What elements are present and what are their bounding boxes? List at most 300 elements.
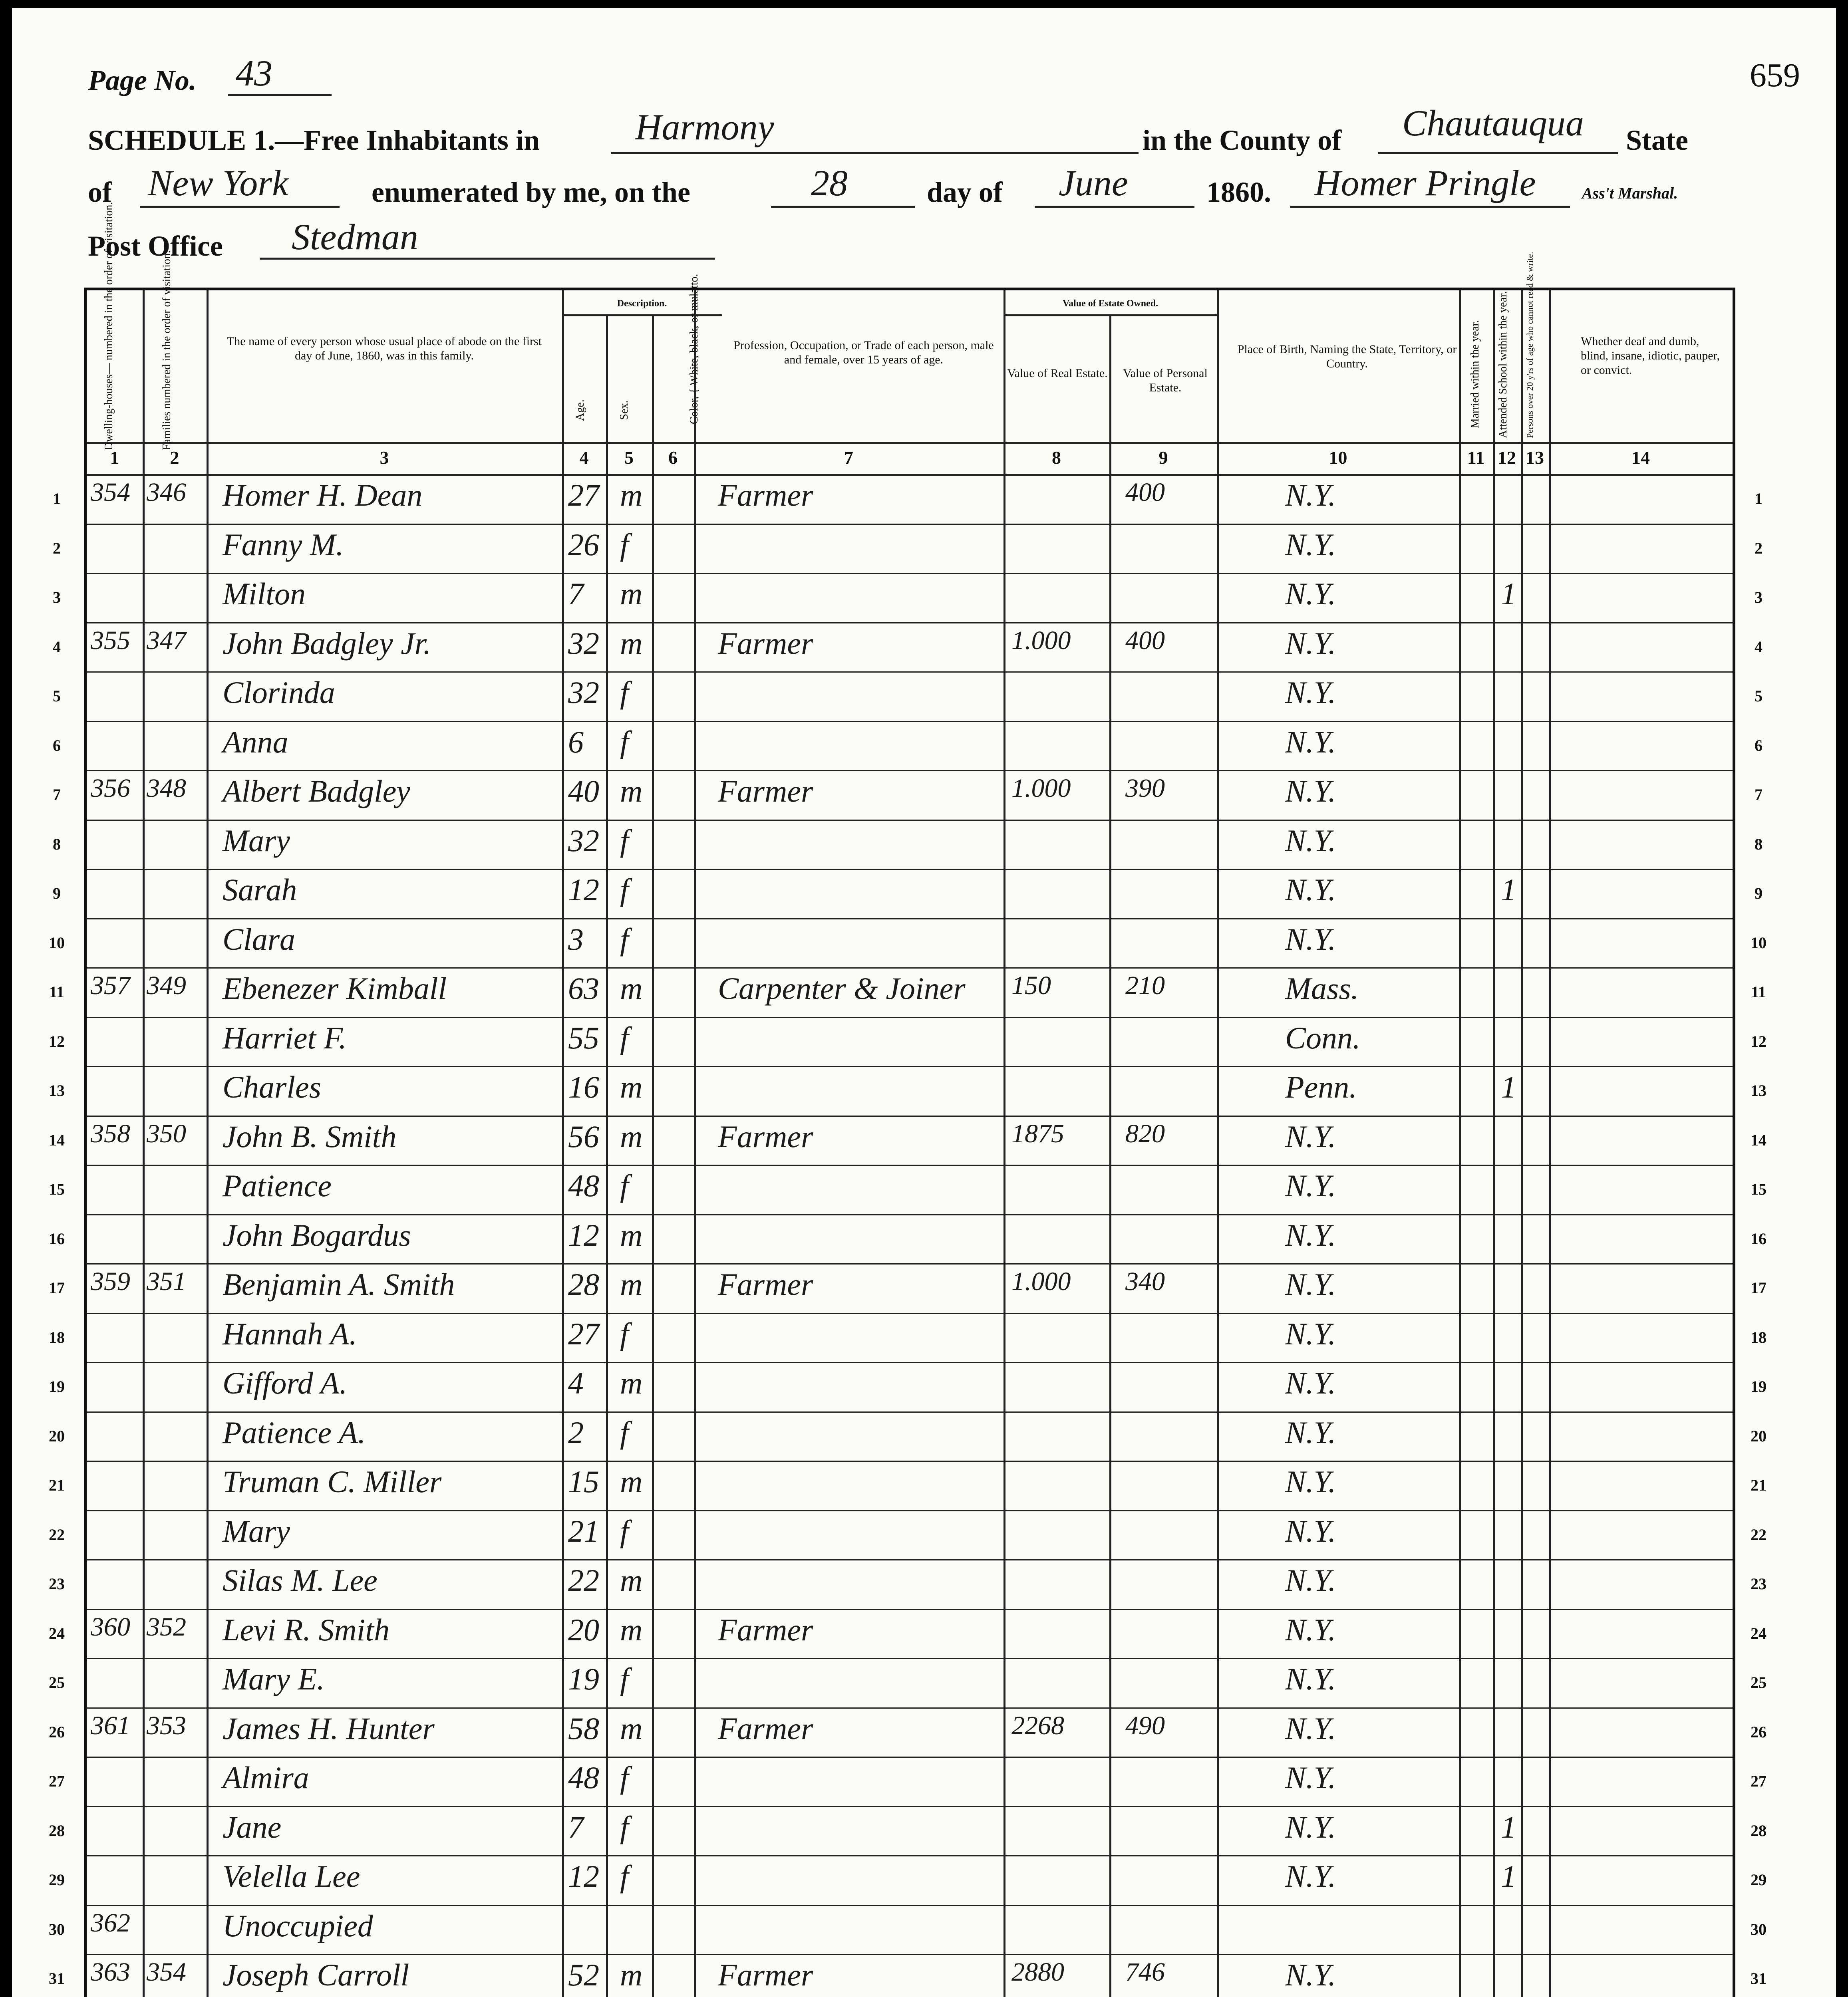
column-rule xyxy=(143,290,145,1997)
place-of-birth: N.Y. xyxy=(1285,724,1336,759)
state-label: State xyxy=(1626,124,1688,156)
row-number-left: 19 xyxy=(49,1378,65,1396)
census-page xyxy=(12,8,1836,1997)
place-of-birth: N.Y. xyxy=(1285,1563,1336,1598)
col-6-header: Color, { White, black, or mulatto. xyxy=(688,274,700,424)
row-number-left: 27 xyxy=(49,1772,65,1790)
row-number-left: 14 xyxy=(49,1131,65,1149)
age: 20 xyxy=(568,1612,599,1647)
person-name: Benjamin A. Smith xyxy=(223,1267,455,1302)
attended-school: 1 xyxy=(1501,872,1516,907)
day-line xyxy=(771,206,915,208)
col-7-header: Profession, Occupation, or Trade of each person, male and female, over 15 years of age. xyxy=(733,339,994,366)
row-number-right: 22 xyxy=(1751,1525,1767,1544)
person-name: Mary xyxy=(223,823,290,858)
row-rule xyxy=(87,770,1733,771)
sex: m xyxy=(620,1119,643,1154)
place-of-birth: N.Y. xyxy=(1285,1859,1336,1894)
age: 3 xyxy=(568,921,584,957)
personal-estate-value: 400 xyxy=(1125,478,1165,507)
family-number: 348 xyxy=(147,774,186,803)
place-of-birth: Conn. xyxy=(1285,1020,1361,1055)
row-rule xyxy=(87,1609,1733,1610)
row-rule xyxy=(87,1214,1733,1215)
row-rule xyxy=(87,1066,1733,1067)
place-of-birth: N.Y. xyxy=(1285,872,1336,907)
age: 63 xyxy=(568,971,599,1006)
description-header: Description. xyxy=(617,298,667,309)
column-rule xyxy=(606,314,608,1997)
person-name: Mary E. xyxy=(223,1662,325,1696)
row-number-right: 8 xyxy=(1755,835,1763,853)
row-number-left: 7 xyxy=(53,786,61,804)
column-number: 4 xyxy=(579,447,589,468)
age: 32 xyxy=(568,823,599,858)
row-rule xyxy=(87,721,1733,722)
place-of-birth: N.Y. xyxy=(1285,675,1336,710)
age: 32 xyxy=(568,675,599,710)
person-name: Harriet F. xyxy=(223,1020,347,1055)
age: 4 xyxy=(568,1366,584,1400)
row-number-left: 1 xyxy=(53,490,61,508)
sex: f xyxy=(620,724,629,759)
row-number-left: 10 xyxy=(49,933,65,952)
sex: m xyxy=(620,1563,643,1598)
row-number-right: 18 xyxy=(1751,1328,1767,1346)
dwelling-number: 363 xyxy=(91,1957,130,1987)
row-number-left: 28 xyxy=(49,1821,65,1840)
age: 55 xyxy=(568,1020,599,1055)
row-rule xyxy=(87,869,1733,870)
month-value: June xyxy=(1059,163,1128,203)
col-1-header: Dwelling-houses— numbered in the order of visitation. xyxy=(103,202,115,450)
row-number-right: 2 xyxy=(1755,539,1763,557)
page-label: Page No. xyxy=(88,64,197,96)
real-estate-value: 2268 xyxy=(1011,1711,1064,1740)
row-number-left: 17 xyxy=(49,1279,65,1297)
person-name: Velella Lee xyxy=(223,1859,360,1894)
dwelling-number: 359 xyxy=(91,1267,130,1296)
age: 7 xyxy=(568,576,584,611)
person-name: Gifford A. xyxy=(223,1366,348,1400)
age: 21 xyxy=(568,1513,599,1548)
person-name: Patience xyxy=(223,1168,332,1203)
real-estate-value: 1875 xyxy=(1011,1119,1064,1148)
place-of-birth: N.Y. xyxy=(1285,527,1336,562)
day-value: 28 xyxy=(811,163,848,203)
row-number-left: 15 xyxy=(49,1180,65,1198)
dwelling-number: 357 xyxy=(91,971,130,1000)
column-number: 2 xyxy=(170,447,179,468)
row-rule xyxy=(87,1263,1733,1265)
age: 58 xyxy=(568,1711,599,1746)
schedule-label: SCHEDULE 1.—Free Inhabitants in xyxy=(88,124,540,156)
row-rule xyxy=(87,1510,1733,1511)
col-9-header: Value of Personal Estate. xyxy=(1123,367,1208,394)
sex: f xyxy=(620,527,629,562)
place-of-birth: N.Y. xyxy=(1285,576,1336,611)
row-rule xyxy=(87,1905,1733,1906)
occupation: Farmer xyxy=(718,625,813,661)
row-number-right: 12 xyxy=(1751,1032,1767,1050)
person-name: Fanny M. xyxy=(223,527,344,562)
row-number-right: 19 xyxy=(1751,1378,1767,1396)
row-rule xyxy=(87,1559,1733,1560)
row-rule xyxy=(87,918,1733,919)
personal-estate-value: 746 xyxy=(1125,1957,1165,1987)
person-name: Clara xyxy=(223,921,296,957)
state-name: New York xyxy=(148,163,288,203)
family-number: 351 xyxy=(147,1267,186,1296)
person-name: Clorinda xyxy=(223,675,335,710)
family-number: 353 xyxy=(147,1711,186,1740)
row-number-right: 28 xyxy=(1751,1821,1767,1840)
header-bottom-rule xyxy=(87,474,1733,476)
post-office-label: Post Office xyxy=(88,230,223,262)
row-rule xyxy=(87,967,1733,969)
county-name: Chautauqua xyxy=(1402,103,1584,143)
post-office-name: Stedman xyxy=(292,216,418,257)
row-number-left: 16 xyxy=(49,1229,65,1248)
person-name: Homer H. Dean xyxy=(223,478,423,512)
post-office-line xyxy=(260,258,715,260)
personal-estate-value: 210 xyxy=(1125,971,1165,1000)
place-of-birth: Penn. xyxy=(1285,1070,1357,1104)
row-number-left: 8 xyxy=(53,835,61,853)
row-number-right: 21 xyxy=(1751,1476,1767,1494)
row-number-left: 29 xyxy=(49,1871,65,1889)
age: 56 xyxy=(568,1119,599,1154)
age: 12 xyxy=(568,1217,599,1253)
place-of-birth: N.Y. xyxy=(1285,1513,1336,1548)
personal-estate-value: 390 xyxy=(1125,774,1165,803)
row-rule xyxy=(87,1017,1733,1018)
row-number-right: 30 xyxy=(1751,1920,1767,1938)
attended-school: 1 xyxy=(1501,1809,1516,1844)
row-number-right: 20 xyxy=(1751,1427,1767,1445)
person-name: John B. Smith xyxy=(223,1119,397,1154)
sex: f xyxy=(620,921,629,957)
marshal-name: Homer Pringle xyxy=(1314,163,1536,203)
sex: f xyxy=(620,1809,629,1844)
state-line xyxy=(140,206,340,208)
sex: m xyxy=(620,1612,643,1647)
place-of-birth: N.Y. xyxy=(1285,1267,1336,1302)
dwelling-number: 358 xyxy=(91,1119,130,1148)
dwelling-number: 360 xyxy=(91,1612,130,1642)
header-number-rule xyxy=(87,442,1733,444)
row-number-right: 4 xyxy=(1755,637,1763,656)
row-number-right: 11 xyxy=(1751,983,1766,1001)
row-rule xyxy=(87,1757,1733,1758)
row-number-right: 9 xyxy=(1755,884,1763,902)
person-name: Truman C. Miller xyxy=(223,1464,442,1499)
age: 26 xyxy=(568,527,599,562)
column-number: 11 xyxy=(1467,447,1485,468)
place-of-birth: N.Y. xyxy=(1285,1316,1336,1351)
sex: m xyxy=(620,1070,643,1104)
column-number: 3 xyxy=(380,447,389,468)
age: 2 xyxy=(568,1415,584,1450)
occupation: Carpenter & Joiner xyxy=(718,971,966,1006)
sex: m xyxy=(620,1711,643,1746)
age: 48 xyxy=(568,1760,599,1795)
col-8-header: Value of Real Estate. xyxy=(1007,367,1108,380)
sex: m xyxy=(620,971,643,1006)
row-number-left: 5 xyxy=(53,687,61,705)
row-rule xyxy=(87,573,1733,574)
person-name: Levi R. Smith xyxy=(223,1612,390,1647)
column-number: 8 xyxy=(1052,447,1061,468)
sex: f xyxy=(620,1020,629,1055)
sex: m xyxy=(620,1464,643,1499)
place-of-birth: N.Y. xyxy=(1285,1366,1336,1400)
county-line xyxy=(1378,152,1618,154)
real-estate-value: 1.000 xyxy=(1011,1267,1071,1296)
place-of-birth: N.Y. xyxy=(1285,1612,1336,1647)
personal-estate-value: 340 xyxy=(1125,1267,1165,1296)
place-of-birth: N.Y. xyxy=(1285,1168,1336,1203)
col-10-header: Place of Birth, Naming the State, Territory, or Country. xyxy=(1237,343,1457,370)
column-number: 13 xyxy=(1526,447,1544,468)
real-estate-value: 1.000 xyxy=(1011,774,1071,803)
column-rule xyxy=(1493,290,1495,1997)
marshal-label: Ass't Marshal. xyxy=(1582,184,1678,202)
row-number-left: 21 xyxy=(49,1476,65,1494)
sex: m xyxy=(620,1957,643,1992)
person-name: Albert Badgley xyxy=(223,774,411,808)
row-rule xyxy=(87,1707,1733,1709)
place-of-birth: N.Y. xyxy=(1285,1464,1336,1499)
column-rule xyxy=(1459,290,1461,1997)
page-number: 43 xyxy=(236,53,272,93)
row-rule xyxy=(87,1954,1733,1955)
column-rule xyxy=(562,290,564,1997)
day-of-label: day of xyxy=(927,176,1003,208)
row-number-right: 15 xyxy=(1751,1180,1767,1198)
column-rule xyxy=(1521,290,1523,1997)
column-number: 7 xyxy=(844,447,853,468)
age: 12 xyxy=(568,872,599,907)
person-name: Almira xyxy=(223,1760,309,1795)
personal-estate-value: 400 xyxy=(1125,625,1165,655)
family-number: 347 xyxy=(147,625,186,655)
sex: m xyxy=(620,478,643,512)
age: 40 xyxy=(568,774,599,808)
person-name: John Bogardus xyxy=(223,1217,411,1253)
row-number-left: 23 xyxy=(49,1575,65,1593)
occupation: Farmer xyxy=(718,1119,813,1154)
sex: m xyxy=(620,625,643,661)
row-rule xyxy=(87,524,1733,525)
row-rule xyxy=(87,1461,1733,1462)
row-number-right: 13 xyxy=(1751,1082,1767,1100)
of-label: of xyxy=(88,176,112,208)
place-of-birth: N.Y. xyxy=(1285,478,1336,512)
year-label: 1860. xyxy=(1206,176,1271,208)
column-rule xyxy=(1109,314,1111,1997)
person-name: John Badgley Jr. xyxy=(223,625,431,661)
age: 52 xyxy=(568,1957,599,1992)
row-number-right: 29 xyxy=(1751,1871,1767,1889)
sex: f xyxy=(620,1513,629,1548)
row-number-left: 3 xyxy=(53,588,61,606)
column-rule xyxy=(652,314,654,1997)
column-rule xyxy=(694,290,696,1997)
dwelling-number: 356 xyxy=(91,774,130,803)
sex: f xyxy=(620,1316,629,1351)
age: 27 xyxy=(568,478,599,512)
place-of-birth: N.Y. xyxy=(1285,921,1336,957)
row-number-left: 2 xyxy=(53,539,61,557)
person-name: Patience A. xyxy=(223,1415,366,1450)
place-of-birth: N.Y. xyxy=(1285,625,1336,661)
row-rule xyxy=(87,1855,1733,1856)
place-of-birth: N.Y. xyxy=(1285,1760,1336,1795)
town-line xyxy=(611,152,1139,154)
row-number-left: 24 xyxy=(49,1624,65,1642)
town-name: Harmony xyxy=(635,107,774,147)
column-rule xyxy=(1217,290,1219,1997)
person-name: Jane xyxy=(223,1809,282,1844)
place-of-birth: N.Y. xyxy=(1285,823,1336,858)
row-number-right: 27 xyxy=(1751,1772,1767,1790)
row-rule xyxy=(87,622,1733,623)
place-of-birth: N.Y. xyxy=(1285,1662,1336,1696)
county-label: in the County of xyxy=(1143,124,1342,156)
real-estate-value: 150 xyxy=(1011,971,1051,1000)
occupation: Farmer xyxy=(718,1957,813,1992)
row-number-right: 25 xyxy=(1751,1673,1767,1691)
person-name: James H. Hunter xyxy=(223,1711,435,1746)
sex: f xyxy=(620,1859,629,1894)
age: 48 xyxy=(568,1168,599,1203)
attended-school: 1 xyxy=(1501,1070,1516,1104)
row-number-left: 26 xyxy=(49,1723,65,1741)
age: 6 xyxy=(568,724,584,759)
dwelling-number: 355 xyxy=(91,625,130,655)
column-rule xyxy=(207,290,209,1997)
age: 28 xyxy=(568,1267,599,1302)
row-rule xyxy=(87,1165,1733,1166)
person-name: Sarah xyxy=(223,872,297,907)
row-number-left: 30 xyxy=(49,1920,65,1938)
col-14-header: Whether deaf and dumb, blind, insane, idiotic, pauper, or convict. xyxy=(1581,335,1720,377)
place-of-birth: N.Y. xyxy=(1285,1217,1336,1253)
row-rule xyxy=(87,1313,1733,1314)
marshal-line xyxy=(1290,206,1570,208)
person-name: Joseph Carroll xyxy=(223,1957,409,1992)
sex: m xyxy=(620,1267,643,1302)
row-number-right: 31 xyxy=(1751,1969,1767,1987)
row-number-right: 10 xyxy=(1751,933,1767,952)
row-number-right: 1 xyxy=(1755,490,1763,508)
occupation: Farmer xyxy=(718,774,813,808)
place-of-birth: N.Y. xyxy=(1285,1711,1336,1746)
place-of-birth: N.Y. xyxy=(1285,1119,1336,1154)
person-name: Mary xyxy=(223,1513,290,1548)
col-13-header: Persons over 20 y'rs of age who cannot read & write. xyxy=(1525,252,1535,438)
row-number-right: 23 xyxy=(1751,1575,1767,1593)
row-number-right: 3 xyxy=(1755,588,1763,606)
place-of-birth: N.Y. xyxy=(1285,1809,1336,1844)
sex: f xyxy=(620,1662,629,1696)
family-number: 352 xyxy=(147,1612,186,1642)
age: 15 xyxy=(568,1464,599,1499)
sex: m xyxy=(620,1217,643,1253)
col-3-header: The name of every person whose usual place of abode on the first day of June, 1860, was in this family. xyxy=(227,335,542,362)
column-rule xyxy=(1003,290,1005,1997)
column-number: 6 xyxy=(668,447,678,468)
col-5-header: Sex. xyxy=(618,400,630,420)
row-number-right: 17 xyxy=(1751,1279,1767,1297)
dwelling-number: 362 xyxy=(91,1908,130,1937)
person-name: Hannah A. xyxy=(223,1316,357,1351)
sex: m xyxy=(620,576,643,611)
column-number: 1 xyxy=(110,447,119,468)
person-name: Silas M. Lee xyxy=(223,1563,378,1598)
row-number-left: 20 xyxy=(49,1427,65,1445)
occupation: Farmer xyxy=(718,1711,813,1746)
row-number-right: 26 xyxy=(1751,1723,1767,1741)
col-4-header: Age. xyxy=(574,399,586,421)
row-number-right: 5 xyxy=(1755,687,1763,705)
family-number: 350 xyxy=(147,1119,186,1148)
column-number: 12 xyxy=(1498,447,1516,468)
occupation: Farmer xyxy=(718,478,813,512)
row-rule xyxy=(87,1362,1733,1363)
row-number-left: 31 xyxy=(49,1969,65,1987)
column-number: 9 xyxy=(1158,447,1168,468)
col-12-header: Attended School within the year. xyxy=(1497,291,1509,438)
row-rule xyxy=(87,1806,1733,1807)
place-of-birth: N.Y. xyxy=(1285,1957,1336,1992)
row-rule xyxy=(87,1411,1733,1413)
row-number-left: 12 xyxy=(49,1032,65,1050)
row-rule xyxy=(87,1658,1733,1659)
column-number: 14 xyxy=(1631,447,1650,468)
sex: f xyxy=(620,1760,629,1795)
value-group-header: Value of Estate Owned. xyxy=(1062,298,1158,309)
row-number-left: 9 xyxy=(53,884,61,902)
sex: m xyxy=(620,1366,643,1400)
row-number-right: 6 xyxy=(1755,736,1763,754)
row-number-right: 24 xyxy=(1751,1624,1767,1642)
sex: m xyxy=(620,774,643,808)
real-estate-value: 1.000 xyxy=(1011,625,1071,655)
sex: f xyxy=(620,823,629,858)
row-rule xyxy=(87,671,1733,673)
sex: f xyxy=(620,1415,629,1450)
stamp-number: 659 xyxy=(1750,57,1800,94)
row-number-right: 16 xyxy=(1751,1229,1767,1248)
personal-estate-value: 820 xyxy=(1125,1119,1165,1148)
row-number-left: 25 xyxy=(49,1673,65,1691)
age: 7 xyxy=(568,1809,584,1844)
place-of-birth: Mass. xyxy=(1285,971,1359,1006)
row-number-left: 13 xyxy=(49,1082,65,1100)
person-name: Ebenezer Kimball xyxy=(223,971,447,1006)
row-number-left: 4 xyxy=(53,637,61,656)
row-number-right: 14 xyxy=(1751,1131,1767,1149)
occupation: Farmer xyxy=(718,1267,813,1302)
occupation: Farmer xyxy=(718,1612,813,1647)
row-number-left: 6 xyxy=(53,736,61,754)
age: 12 xyxy=(568,1859,599,1894)
column-rule xyxy=(1549,290,1551,1997)
row-number-left: 11 xyxy=(49,983,64,1001)
attended-school: 1 xyxy=(1501,576,1516,611)
